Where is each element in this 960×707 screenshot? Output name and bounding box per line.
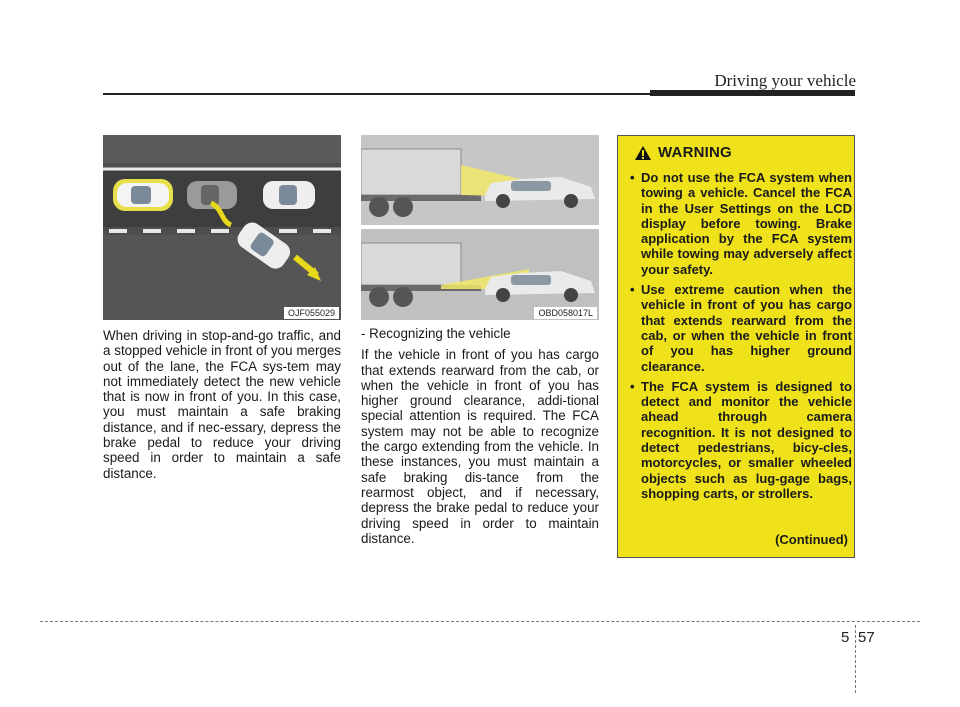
page-number-divider bbox=[855, 625, 856, 693]
warning-header bbox=[634, 144, 732, 161]
column-1-text bbox=[103, 328, 341, 481]
header-tab-bar bbox=[650, 90, 855, 96]
continued-label: (Continued) bbox=[775, 532, 848, 547]
truck-cargo-drawing bbox=[361, 135, 599, 320]
column-1-paragraph: When driving in stop-and-go traffic, and a stopped vehicle in front of you merges out of the lane, the FCA sys-tem may not immediately detect the new vehicle that is now in front of you. In this case, you must maintain a safe braking distance, and if nec-essary, depress the brake pedal to reduce your driving speed in order to maintain a safe distance. bbox=[103, 328, 341, 481]
section-number: 5 bbox=[841, 629, 850, 646]
lane-merge-illustration bbox=[103, 135, 341, 320]
warning-item: • Use extreme caution when the vehicle in front of you has cargo that extends rearward from the cab, or when the vehicle in front of you has higher ground clearance. bbox=[630, 282, 852, 374]
column-2-text bbox=[361, 326, 599, 546]
warning-triangle-icon bbox=[634, 145, 652, 161]
warning-item: • The FCA system is designed to detect and monitor the vehicle ahead through camera recognition. It is not designed to detect pedestrians, bicy-cles, motorcycles, or smaller wheeled objects such as lug-gage bags, shopping carts, or strollers. bbox=[630, 379, 852, 501]
warning-box bbox=[617, 135, 855, 558]
truck-cargo-illustration bbox=[361, 135, 599, 320]
footer-rule bbox=[40, 621, 920, 622]
page-number: 57 bbox=[858, 629, 875, 646]
column-2-subheading: - Recognizing the vehicle bbox=[361, 326, 511, 341]
warning-item: • Do not use the FCA system when towing a vehicle. Cancel the FCA in the User Settings on the LCD display before towing. Brake application by the FCA system while towing may adversely affect your safety. bbox=[630, 170, 852, 277]
figure-caption-left: OJF055029 bbox=[284, 307, 339, 319]
figure-caption-right: OBD058017L bbox=[534, 307, 597, 319]
warning-list bbox=[630, 170, 852, 506]
column-2-paragraph: If the vehicle in front of you has cargo that extends rearward from the cab, or when the vehicle in front of you has higher ground clearance, addi-tional special attention is required. The FCA system may not be able to recognize the cargo extending from the vehicle. In these instances, you must maintain a safe braking dis-tance from the rearmost object, and if necessary, depress the brake pedal to reduce your driving speed in order to maintain distance. bbox=[361, 347, 599, 546]
page-header-title: Driving your vehicle bbox=[714, 71, 856, 90]
lane-merge-drawing bbox=[103, 135, 341, 320]
warning-title: WARNING bbox=[658, 144, 732, 161]
